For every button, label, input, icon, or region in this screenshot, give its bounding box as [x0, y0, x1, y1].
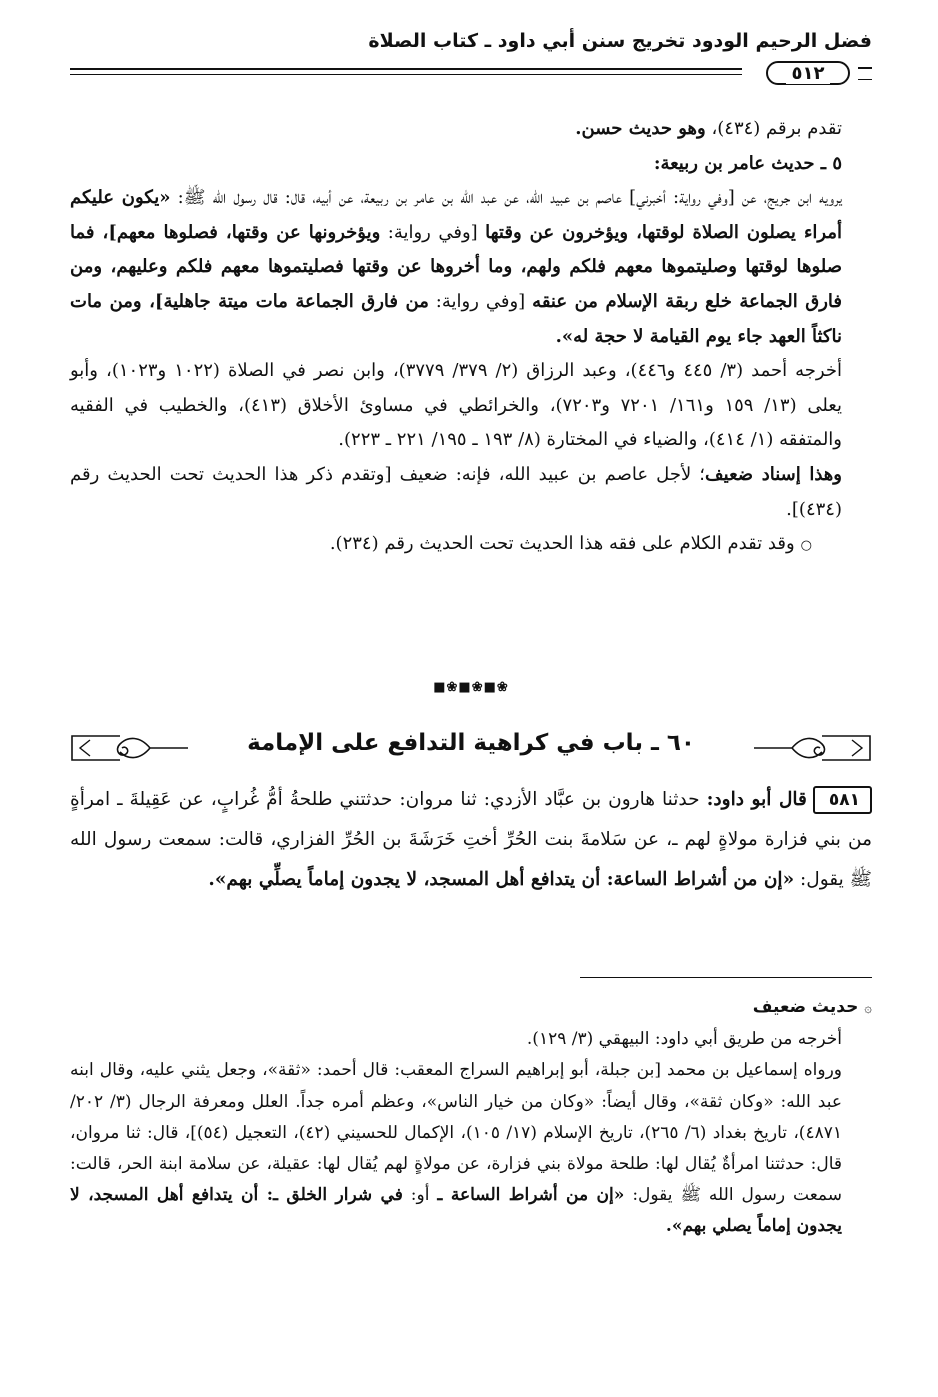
bullet-icon: ○: [800, 538, 812, 554]
hadith-number: ٥٨١: [813, 786, 872, 814]
chapter-left-ornament: [70, 730, 190, 766]
header-line: [70, 74, 742, 75]
running-title: فضل الرحيم الودود تخريج سنن أبي داود ـ كتاب الصلاة: [368, 30, 872, 52]
page-number: ٥١٢: [756, 58, 860, 88]
grade-icon: ۞: [864, 1001, 872, 1016]
section-divider-ornament: ❀■❀■❀■: [433, 680, 509, 695]
section-heading: ٥ ـ حديث عامر بن ربيعة:: [653, 152, 842, 174]
hadith-paragraph: ٥٨١قال أبو داود: حدثنا هارون بن عبَّاد الأزدي: ثنا مروان: حدثتني طلحةُ أمُّ غُرابٍ، عن عَقِيلةَ ـ امرأةٍ من بني فزارة مولاةٍ لهم ـ، عن سَلامةَ بنت الحُرِّ أختِ خَرَشَةَ بن الحُرِّ الفزاري، قالت: سمعت رسول الله ﷺ يقول: «إن من أشراط الساعة: أن يتدافع أهل المسجد، لا يجدون إماماً يصلِّي بهم».: [70, 780, 872, 900]
chapter-heading: [70, 722, 872, 778]
paragraph: وهذا إسناد ضعيف؛ لأجل عاصم بن عبيد الله، فإنه: ضعيف [وتقدم ذكر هذا الحديث تحت الحديث رقم (٤٣٤)].: [70, 463, 842, 520]
header-ornament: [858, 67, 872, 80]
hadith-text: [70, 780, 872, 900]
chapter-right-ornament: [752, 730, 872, 766]
footnote-paragraph: أخرجه من طريق أبي داود: البيهقي (٣/ ١٢٩).: [526, 1029, 842, 1050]
paragraph: تقدم برقم (٤٣٤)، وهو حديث حسن.: [575, 118, 842, 139]
paragraph: أخرجه أحمد (٣/ ٤٤٥ و٤٤٦)، وعبد الرزاق (٢/ ٣٧٩/ ٣٧٧٩)، وابن نصر في الصلاة (١٠٢٢ و١٠٢٣)، وأبو يعلى (١٣/ ١٥٩ و١٦١/ ٧٢٠١ و٧٢٠٣)، والخرائطي في مساوئ الأخلاق (٤١٣)، والخطيب في الفقيه والمتفقه (١/ ٤١٤)، والضياء في المختارة (٨/ ١٩٣ ـ ١٩٥/ ٢٢١ ـ ٢٢٣).: [70, 360, 842, 451]
header-line: [70, 68, 742, 70]
upper-text-block: [70, 112, 872, 564]
footnote-paragraph: ورواه إسماعيل بن محمد [بن جبلة، أبو إبراهيم السراج المعقب: قال أحمد: «ثقة»، وجعل يثني عليه، وقال ابنه عبد الله: «وكان ثقة»، وقال أيضاً: «وكان من خيار الناس»، وعظم أمره جداً. العلل ومعرفة الرجال (٣/ ٢٠٢/ ٤٨٧١)، تاريخ بغداد (٦/ ٢٦٥)، تاريخ الإسلام (١٧/ ١٠٥)، الإكمال للحسيني (٤٢)، التعجيل (٥٤)]، قال: ثنا مروان، قال: حدثتنا امرأةٌ يُقال لها: طلحة مولاة بني فزارة، عن مولاةٍ لهم يُقال لها: عقيلة، عن سلامة ابنة الحر، قالت: سمعت رسول الله ﷺ يقول: «إن من أشراط الساعة ـ أو: في شرار الخلق ـ: أن يتدافع أهل المسجد، لا يجدون إماماً يصلي بهم».: [70, 1060, 842, 1237]
book-page: [70, 0, 872, 1397]
footnotes: [70, 992, 872, 1243]
paragraph: يرويه ابن جريج، عن [وفي رواية: أخبرني] عاصم بن عبيد الله، عن عبد الله بن عامر بن ربيعة، عن أبيه، قال: قال رسول الله ﷺ: «يكون عليكم أمراء يصلون الصلاة لوقتها، ويؤخرون عن وقتها [وفي رواية: ويؤخرونها عن وقتها، فصلوها معهم]، فما صلوها لوقتها وصليتموها معهم فلكم ولهم، وما أخروها عن وقتها فصليتموها معهم فلكم وعليهم، ومن فارق الجماعة خلع ربقة الإسلام من عنقه [وفي رواية: من فارق الجماعة مات ميتة جاهلية]، ومن مات ناكثاً العهد جاء يوم القيامة لا حجة له».: [70, 187, 842, 347]
footnote-separator: [580, 977, 872, 978]
paragraph: ○وقد تقدم الكلام على فقه هذا الحديث تحت الحديث رقم (٢٣٤).: [70, 527, 872, 564]
header-rule: [70, 58, 872, 94]
grade-line: ۞حديث ضعيف: [70, 992, 872, 1024]
chapter-title: ٦٠ ـ باب في كراهية التدافع على الإمامة: [247, 730, 695, 756]
